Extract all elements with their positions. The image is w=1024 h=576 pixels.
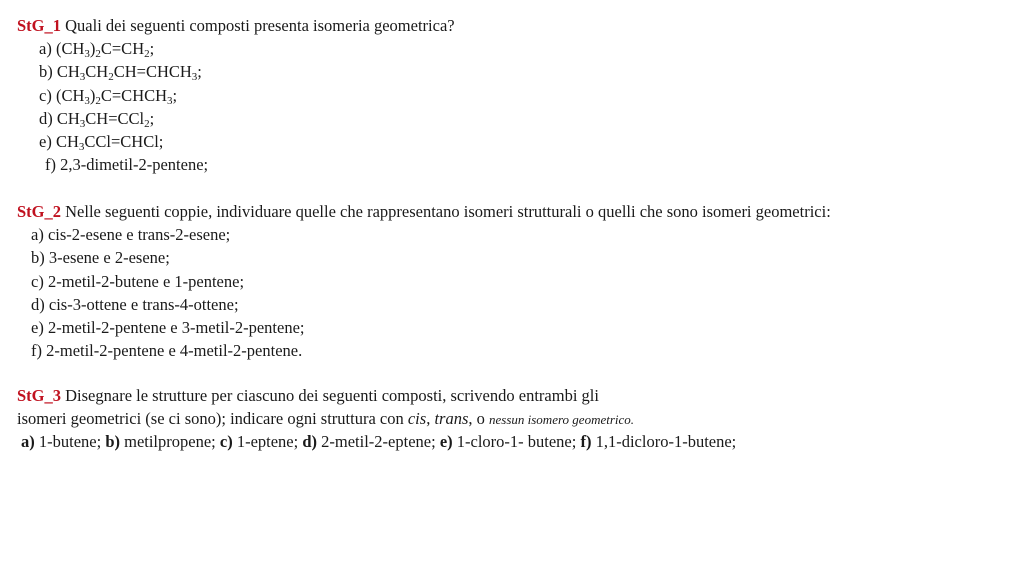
formula-text: CH (85, 62, 109, 82)
question-2-option: f) 2-metil-2-pentene e 4-metil-2-pentene. (31, 341, 303, 361)
formula-subscript: 3 (78, 140, 85, 153)
formula-subscript: 3 (79, 117, 86, 130)
formula-text: 2,3-dimetil-2-pentene; (60, 155, 209, 175)
question-1-text: Quali dei seguenti composti presenta isomeria geometrica? (65, 16, 455, 35)
question-3-line2-prefix: isomeri geometrici (se ci sono); indicare ogni struttura con (17, 409, 408, 429)
formula-subscript: 3 (84, 94, 90, 107)
formula-text: ; (172, 85, 178, 105)
item-letter: d) (302, 432, 318, 452)
question-1-option (17, 84, 1007, 107)
item-letter: e) (439, 432, 453, 452)
question-2-option: e) 2-metil-2-pentene e 3-metil-2-pentene; (31, 317, 305, 337)
no-isomer-term: nessun isomero geometrico. (489, 412, 635, 428)
item-text: 1-eptene; (232, 432, 303, 452)
question-1-heading (17, 14, 1007, 37)
question-3-items (17, 430, 1007, 453)
chemical-formula (55, 39, 155, 61)
question-1 (17, 14, 1007, 176)
formula-subscript: 3 (84, 48, 90, 61)
formula-text: CCl=CHCl; (84, 131, 164, 151)
question-2-option: c) 2-metil-2-butene e 1-pentene; (31, 271, 245, 291)
question-2-heading (17, 200, 1007, 223)
separator: , (426, 409, 435, 429)
item-text: 1-cloro-1- butene; (452, 432, 581, 452)
question-2-text: Nelle seguenti coppie, individuare quelle che rappresentano isomeri strutturali o quelli che sono isomeri geometrici: (65, 202, 831, 221)
formula-text: ; (149, 39, 155, 59)
option-label: c) (39, 85, 56, 105)
item-letter: a) (21, 432, 35, 452)
formula-text: CH (56, 62, 80, 82)
question-2-option: d) cis-3-ottene e trans-4-ottene; (31, 294, 239, 314)
formula-text: ; (197, 62, 202, 82)
question-1-options (17, 37, 1007, 176)
question-1-option (17, 153, 1007, 176)
question-3-text-line1: Disegnare le strutture per ciascuno dei seguenti composti, scrivendo entrambi gli (65, 386, 599, 405)
formula-text: C=CHCH (100, 85, 168, 105)
question-1-tag: StG_1 (17, 16, 62, 35)
chemical-formula (56, 86, 177, 105)
item-letter: b) (105, 432, 120, 452)
formula-subscript: 2 (95, 48, 101, 61)
formula-text: (CH (55, 39, 85, 59)
formula-subscript: 2 (95, 94, 101, 107)
question-1-option (17, 107, 1007, 130)
question-3 (17, 384, 1007, 454)
formula-subscript: 2 (144, 48, 150, 61)
formula-text: CH=CHCH (113, 62, 192, 82)
chemical-formula (56, 62, 202, 84)
item-text: 1-butene; (34, 432, 106, 452)
chemical-formula (56, 132, 163, 151)
option-label: e) (39, 131, 56, 151)
item-text: 2-metil-2-eptene; (317, 432, 440, 452)
formula-text: C=CH (100, 39, 145, 59)
formula-text: CH (56, 108, 80, 128)
formula-subscript: 3 (191, 71, 198, 84)
question-3-text-line2 (17, 407, 1007, 430)
trans-term: trans (434, 409, 469, 429)
separator: , o (468, 409, 489, 429)
formula-subscript: 3 (167, 94, 173, 107)
question-1-option (17, 37, 1007, 60)
formula-subscript: 2 (144, 117, 150, 130)
formula-subscript: 2 (108, 71, 114, 84)
formula-text: ) (89, 39, 96, 59)
cis-term: cis (407, 409, 427, 429)
question-2-tag: StG_2 (17, 202, 62, 221)
item-text: 1,1-dicloro-1-butene; (591, 432, 737, 452)
formula-text: ; (149, 108, 155, 128)
question-1-option (17, 60, 1007, 83)
item-letter: c) (219, 432, 233, 452)
option-label: d) (39, 108, 57, 128)
question-3-tag: StG_3 (17, 386, 62, 405)
question-2-option: a) cis-2-esene e trans-2-esene; (31, 225, 231, 245)
question-3-heading (17, 384, 1007, 407)
option-label: f) (45, 155, 61, 175)
formula-subscript: 3 (79, 71, 86, 84)
item-letter: f) (580, 432, 592, 452)
formula-text: CH=CCl (85, 108, 145, 128)
option-label: a) (39, 39, 56, 59)
formula-text: CH (55, 131, 79, 151)
chemical-formula (60, 155, 208, 174)
question-1-option (17, 130, 1007, 153)
question-2-option: b) 3-esene e 2-esene; (31, 248, 170, 268)
item-text: metilpropene; (119, 432, 220, 452)
formula-text: ) (89, 85, 96, 105)
question-2 (17, 200, 1007, 362)
option-label: b) (39, 62, 57, 82)
formula-text: (CH (55, 85, 85, 105)
chemical-formula (57, 109, 154, 128)
